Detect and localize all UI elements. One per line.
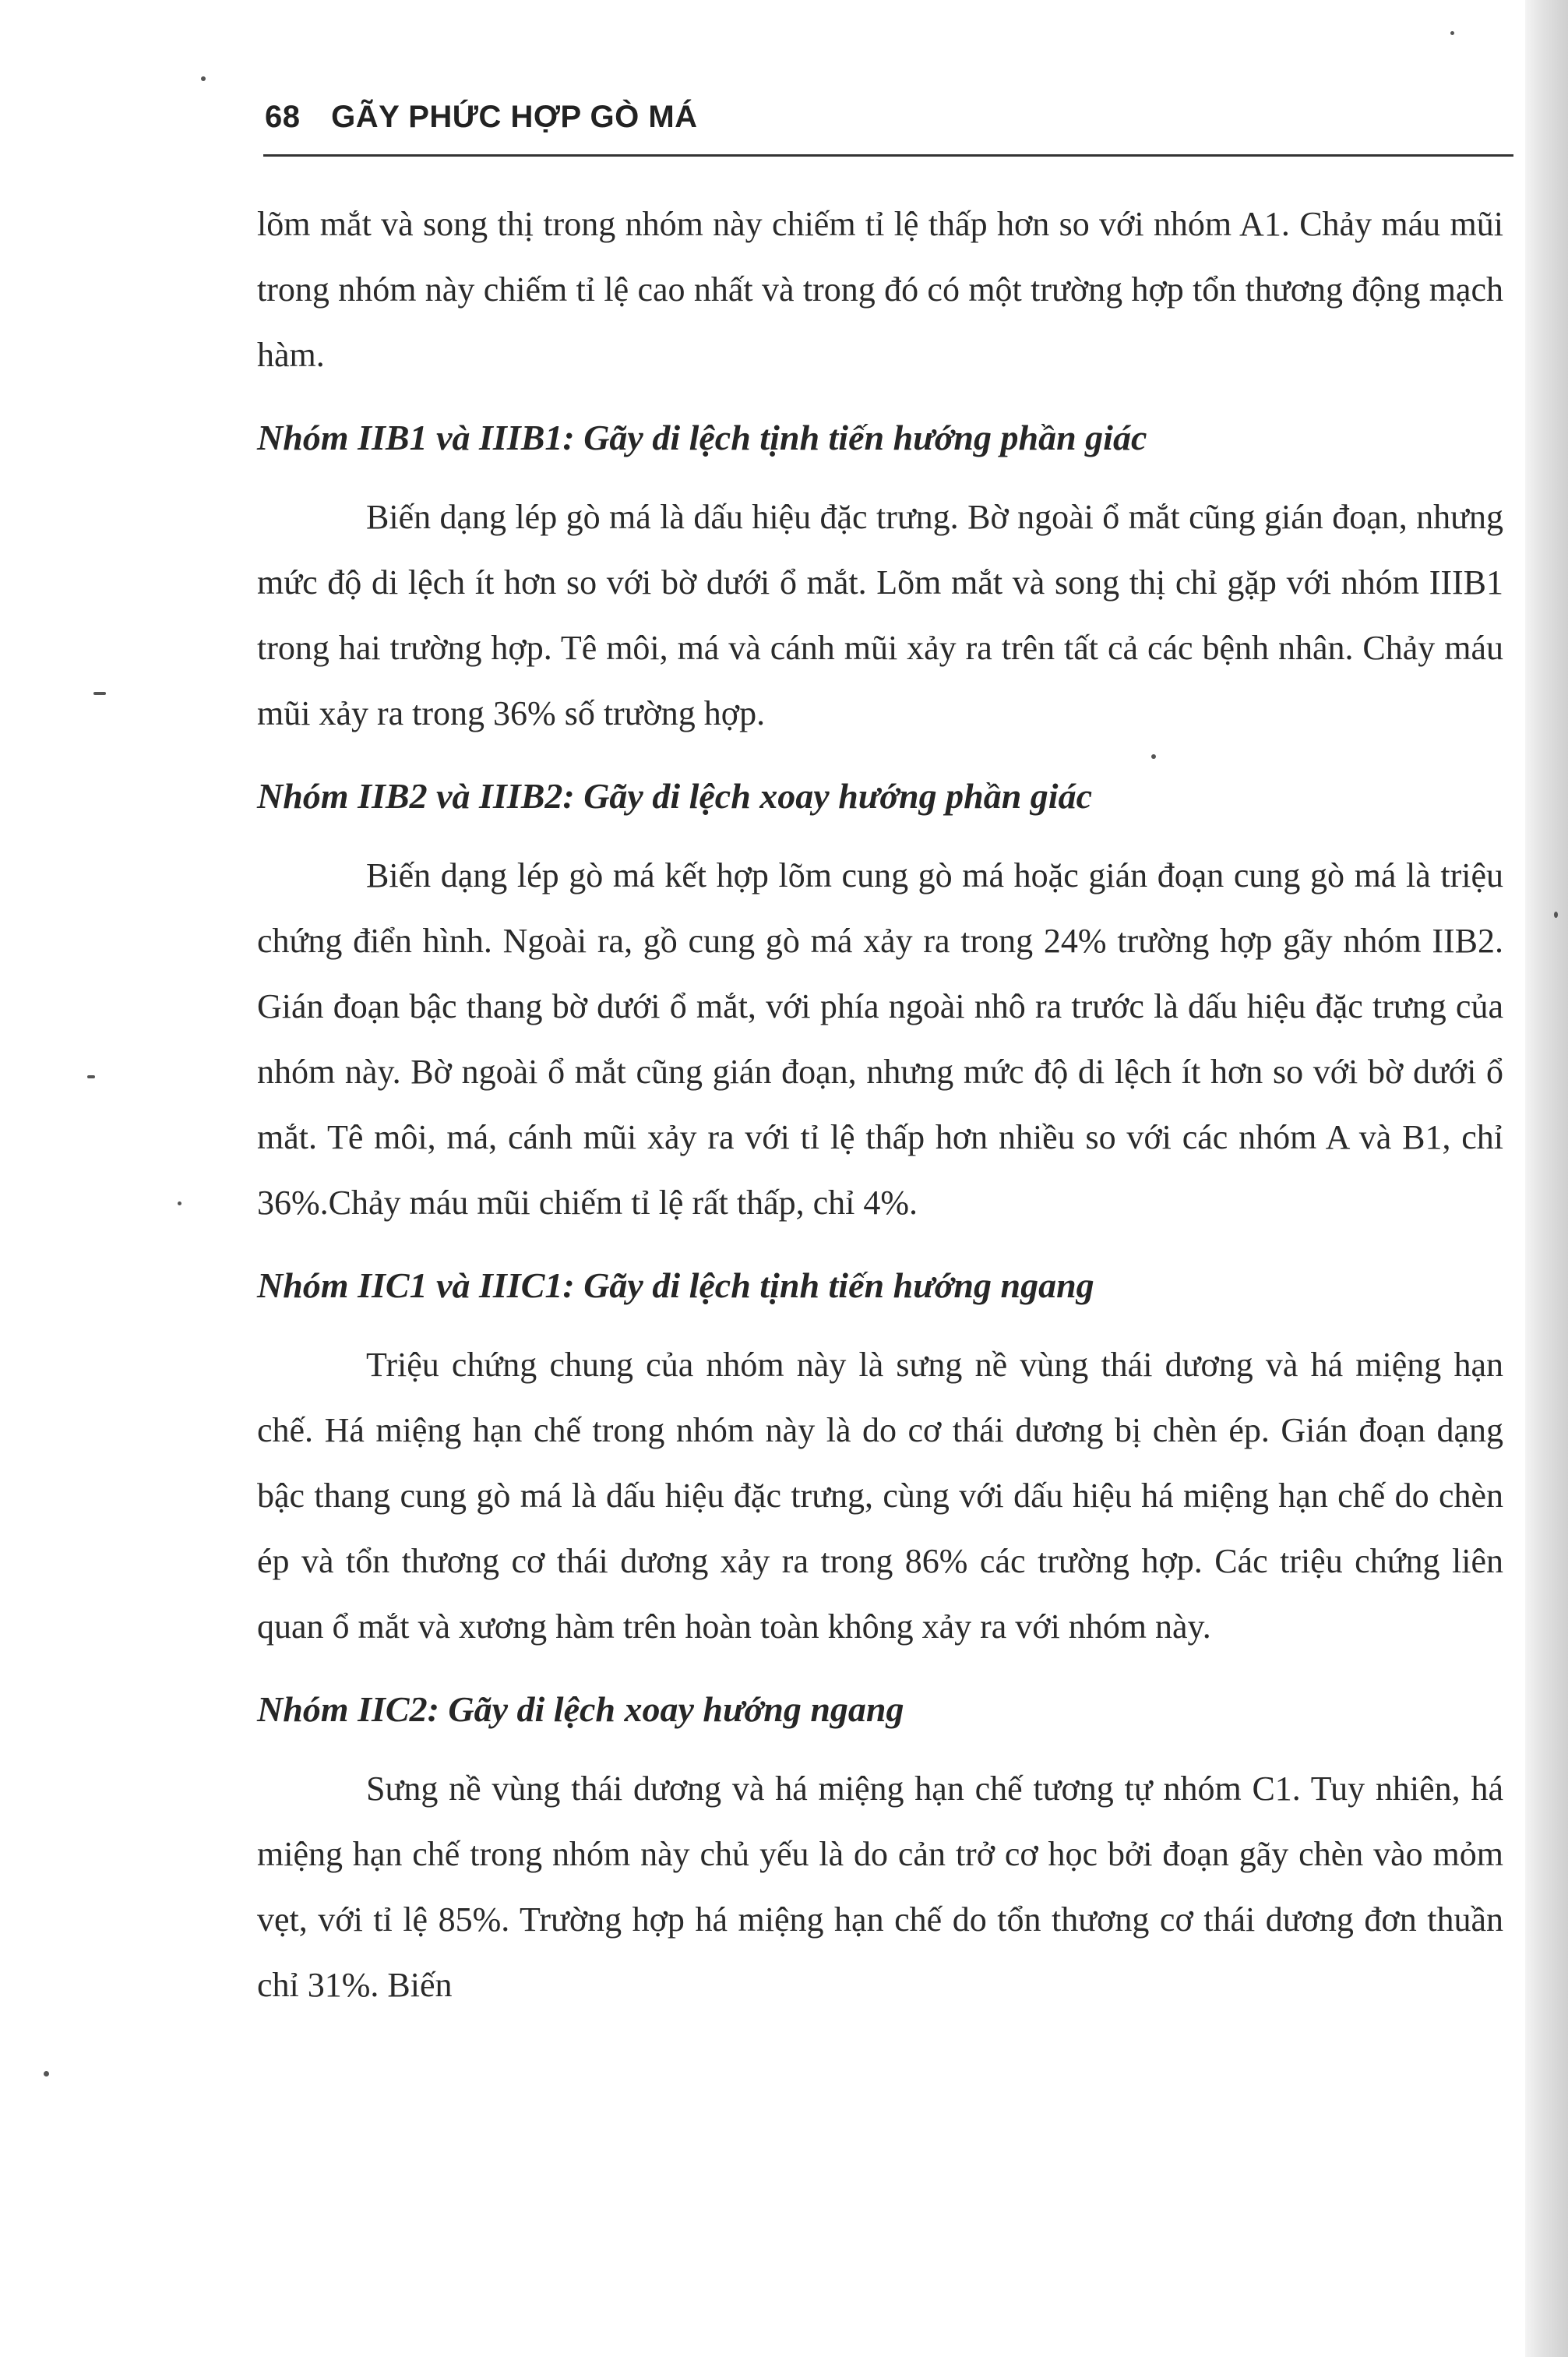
section-heading-iib1: Nhóm IIB1 và IIIB1: Gãy di lệch tịnh tiến hướng phần giác — [257, 418, 1147, 457]
paragraph-iic1: Triệu chứng chung của nhóm này là sưng nề vùng thái dương và há miệng hạn chế. Há miệng hạn chế trong nhóm này là do cơ thái dương bị chèn ép. Gián đoạn dạng bậc thang cung gò má là dấu hiệu đặc trưng, cùng với dấu hiệu há miệng hạn chế do chèn ép và tổn thương cơ thái dương xảy ra trong 86% các trường hợp. Các triệu chứng liên quan ổ mắt và xương hàm trên hoàn toàn không xảy ra với nhóm này. — [257, 1346, 1503, 1646]
paragraph-continued: lõm mắt và song thị trong nhóm này chiếm tỉ lệ thấp hơn so với nhóm A1. Chảy máu mũi trong nhóm này chiếm tỉ lệ cao nhất và trong đó có một trường hợp tổn thương động mạch hàm. — [257, 205, 1503, 374]
paragraph-iib2: Biến dạng lép gò má kết hợp lõm cung gò má hoặc gián đoạn cung gò má là triệu chứng điển hình. Ngoài ra, gồ cung gò má xảy ra trong 24% trường hợp gãy nhóm IIB2. Gián đoạn bậc thang bờ dưới ổ mắt, với phía ngoài nhô ra trước là dấu hiệu đặc trưng của nhóm này. Bờ ngoài ổ mắt cũng gián đoạn, nhưng mức độ di lệch ít hơn so với bờ dưới ổ mắt. Tê môi, má, cánh mũi xảy ra với tỉ lệ thấp hơn nhiều so với các nhóm A và B1, chỉ 36%.Chảy máu mũi chiếm tỉ lệ rất thấp, chỉ 4%. — [257, 856, 1503, 1222]
paragraph-iic2: Sưng nề vùng thái dương và há miệng hạn chế tương tự nhóm C1. Tuy nhiên, há miệng hạn chế trong nhóm này chủ yếu là do cản trở cơ học bởi đoạn gãy chèn vào mỏm vẹt, với tỉ lệ 85%. Trường hợp há miệng hạn chế do tổn thương cơ thái dương đơn thuần chỉ 31%. Biến — [257, 1770, 1503, 2004]
scan-speck — [44, 2071, 49, 2076]
scan-speck — [1554, 912, 1558, 918]
running-title: GÃY PHỨC HỢP GÒ MÁ — [331, 100, 698, 134]
scan-speck — [87, 1075, 95, 1078]
scan-speck — [178, 1201, 181, 1205]
section-heading-iic1: Nhóm IIC1 và IIIC1: Gãy di lệch tịnh tiến hướng ngang — [257, 1265, 1094, 1305]
running-header — [265, 100, 1511, 135]
scan-page-edge — [1525, 0, 1568, 2357]
scan-speck — [1450, 31, 1454, 35]
scan-speck — [93, 692, 106, 695]
page-number: 68 — [265, 100, 301, 134]
scan-speck — [1151, 754, 1156, 759]
page-body — [257, 192, 1503, 2018]
header-rule — [263, 154, 1513, 157]
section-heading-iib2: Nhóm IIB2 và IIIB2: Gãy di lệch xoay hướng phần giác — [257, 776, 1092, 816]
scan-speck — [201, 76, 206, 81]
section-heading-iic2: Nhóm IIC2: Gãy di lệch xoay hướng ngang — [257, 1689, 904, 1729]
paragraph-iib1: Biến dạng lép gò má là dấu hiệu đặc trưng. Bờ ngoài ổ mắt cũng gián đoạn, nhưng mức độ di lệch ít hơn so với bờ dưới ổ mắt. Lõm mắt và song thị chỉ gặp với nhóm IIIB1 trong hai trường hợp. Tê môi, má và cánh mũi xảy ra trên tất cả các bệnh nhân. Chảy máu mũi xảy ra trong 36% số trường hợp. — [257, 498, 1503, 732]
